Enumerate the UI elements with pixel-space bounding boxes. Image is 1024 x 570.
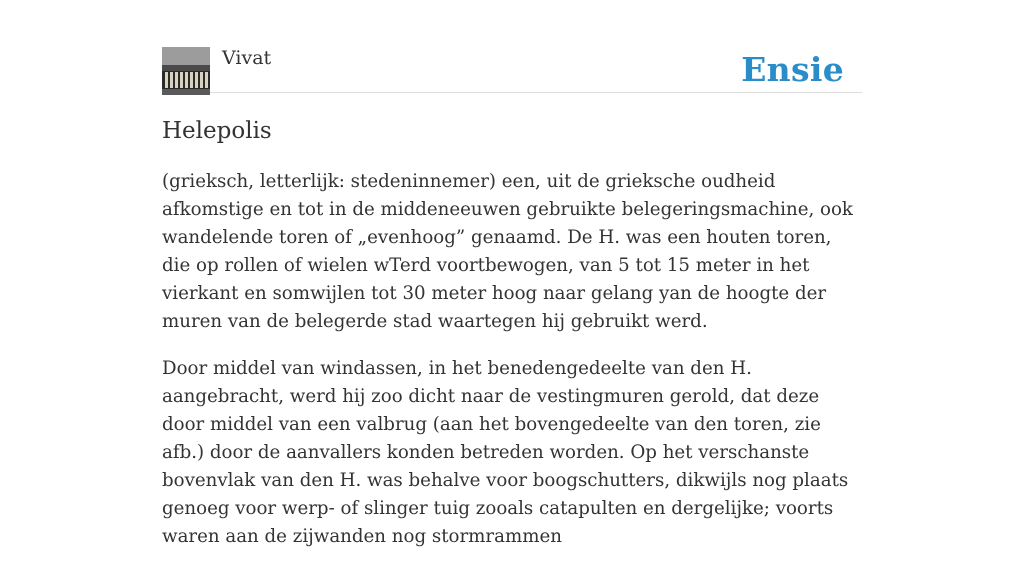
article-body bbox=[162, 168, 862, 570]
article-title: Helepolis bbox=[162, 118, 272, 144]
article-paragraph: Door middel van windassen, in het benedengedeelte van den H. aangebracht, werd hij zoo dicht naar de vestingmuren gerold, dat deze door middel van een valbrug (aan het bovengedeelte van den toren, zie afb.) door de aanvallers konden betreden worden. Op het verschanste bovenvlak van den H. was behalve voor boogschutters, dikwijls nog plaats genoeg voor werp- of slinger tuig zooals catapulten en dergelijke; voorts waren aan de zijwanden nog stormrammen bbox=[162, 358, 849, 547]
article-paragraph: (grieksch, letterlijk: stedeninnemer) een, uit de grieksche oudheid afkomstige en tot in de middeneeuwen gebruikte belegeringsmachine, ook wandelende toren of „evenhoog” genaamd. De H. was een houten toren, die op rollen of wielen wTerd voortbewogen, van 5 tot 15 meter in het vierkant en somwijlen tot 30 meter hoog naar gelang yan de hoogte der muren van de belegerde stad waartegen hij gebruikt werd. bbox=[162, 171, 853, 332]
avatar[interactable] bbox=[162, 47, 210, 95]
author-name[interactable]: Vivat bbox=[222, 47, 272, 69]
brand-logo[interactable]: Ensie bbox=[741, 50, 844, 89]
typewriter-keys-icon bbox=[162, 47, 210, 95]
site-header bbox=[162, 46, 862, 93]
